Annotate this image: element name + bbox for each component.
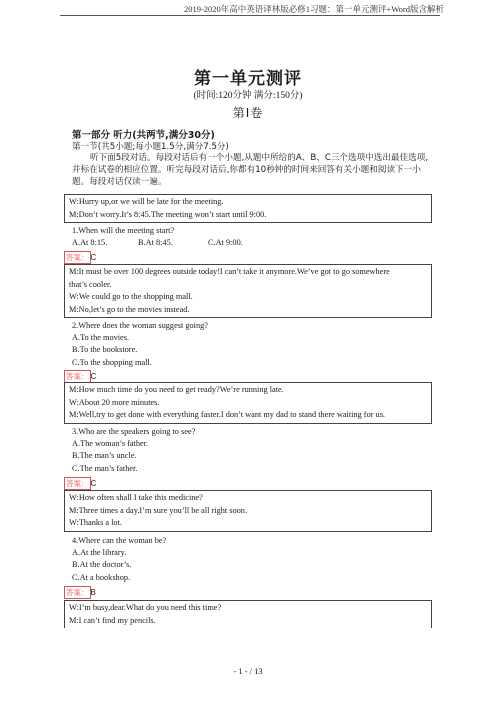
dialog-line: M:It must be over 100 degrees outside today!I can’t take it anymore.We’ve got to go somewhere — [69, 267, 390, 276]
answer — [64, 586, 96, 597]
question — [72, 535, 166, 584]
answer-label: 答案： — [66, 253, 89, 262]
dialog-box — [64, 490, 432, 532]
answer-label: 答案： — [66, 372, 89, 381]
option: C.The man’s father. — [72, 463, 138, 473]
answer-label: 答案： — [66, 588, 89, 597]
option: C.To the shopping mall. — [72, 357, 152, 367]
dialog-line: W:Thanks a lot. — [69, 518, 122, 527]
question — [72, 426, 195, 475]
volume-heading: 第Ⅰ卷 — [232, 106, 264, 120]
dialog-line: M:Well,try to get done with everything faster.I don’t want my dad to stand there waiting for us. — [69, 410, 386, 419]
dialog-line: W:We could go to the shopping mall. — [69, 292, 193, 301]
dialog-line: W:How often shall I take this medicine? — [69, 493, 203, 502]
header-divider — [60, 15, 440, 16]
dialog-line: M:Don’t worry.It’s 8:45.The meeting won’t start until 9:00. — [69, 209, 267, 219]
question — [72, 225, 243, 249]
dialog-line: that’s cooler. — [69, 279, 112, 289]
page-header: 2019-2020年高中英语译林版必修1习题：第一单元测评+Word版含解析 — [183, 4, 444, 14]
answer-value: C — [90, 372, 97, 381]
question-stem: 2.Where does the woman suggest going? — [72, 321, 208, 330]
dialog-line: M:How much time do you need to get ready?We’re running late. — [69, 385, 284, 394]
dialog-line: W:I’m busy,dear.What do you need this time? — [69, 603, 222, 612]
option: B.The man’s uncle. — [72, 451, 137, 461]
dialog-box — [64, 264, 432, 318]
question-stem: 3.Who are the speakers going to see? — [72, 427, 196, 436]
dialog-line: M:No,let’s go to the movies instead. — [69, 304, 190, 314]
page-title: 第一单元测评 — [194, 69, 302, 89]
dialog-box — [64, 382, 432, 424]
answer-value: B — [90, 588, 96, 597]
dialog-line: W:About 20 more minutes. — [69, 397, 160, 407]
answer-value: C — [90, 253, 97, 262]
dialog-line: M:Three times a day.I’m sure you’ll be all right soon. — [69, 505, 248, 515]
option: A.At the library. — [72, 548, 127, 558]
instructions: 听下面5段对话。每段对话后有一个小题,从题中所给的A、B、C三个选项中选出最佳选项,并标在试卷的相应位置。听完每段对话后,你都有10秒钟的时间来回答有关小题和阅读下一小题。每段对话仅读一遍。 — [72, 153, 429, 187]
exam-info: (时间:120分钟 满分:150分) — [193, 91, 303, 101]
question-stem: 4.Where can the woman be? — [72, 536, 167, 545]
answer — [64, 477, 96, 488]
dialog-box — [64, 600, 432, 628]
option: B.At 8:45. — [138, 238, 173, 248]
option: A.At 8:15. — [72, 238, 108, 248]
dialog-line: W:Hurry up,or we will be late for the meeting. — [69, 197, 224, 206]
question — [72, 320, 208, 369]
dialog-line: M:I can’t find my pencils. — [69, 615, 156, 625]
question-stem: 1.When will the meeting start? — [72, 226, 175, 235]
part-heading: 第一部分 听力(共两节,满分30分) — [72, 130, 215, 141]
dialog-box — [64, 194, 432, 223]
option: C.At a bookshop. — [72, 572, 131, 582]
answer — [64, 370, 96, 381]
page-number: - 1 - / 13 — [233, 666, 263, 676]
option: C.At 9:00. — [208, 238, 243, 248]
option: A.To the movies. — [72, 333, 130, 343]
option: B.To the bookstore. — [72, 345, 138, 355]
option: A.The woman’s father. — [72, 439, 149, 449]
answer-label: 答案： — [66, 479, 89, 488]
answer-value: C — [90, 479, 97, 488]
answer — [64, 251, 96, 262]
section-heading: 第一节(共5小题;每小题1.5分,满分7.5分) — [72, 142, 229, 152]
option: B.At the doctor’s. — [72, 560, 132, 570]
